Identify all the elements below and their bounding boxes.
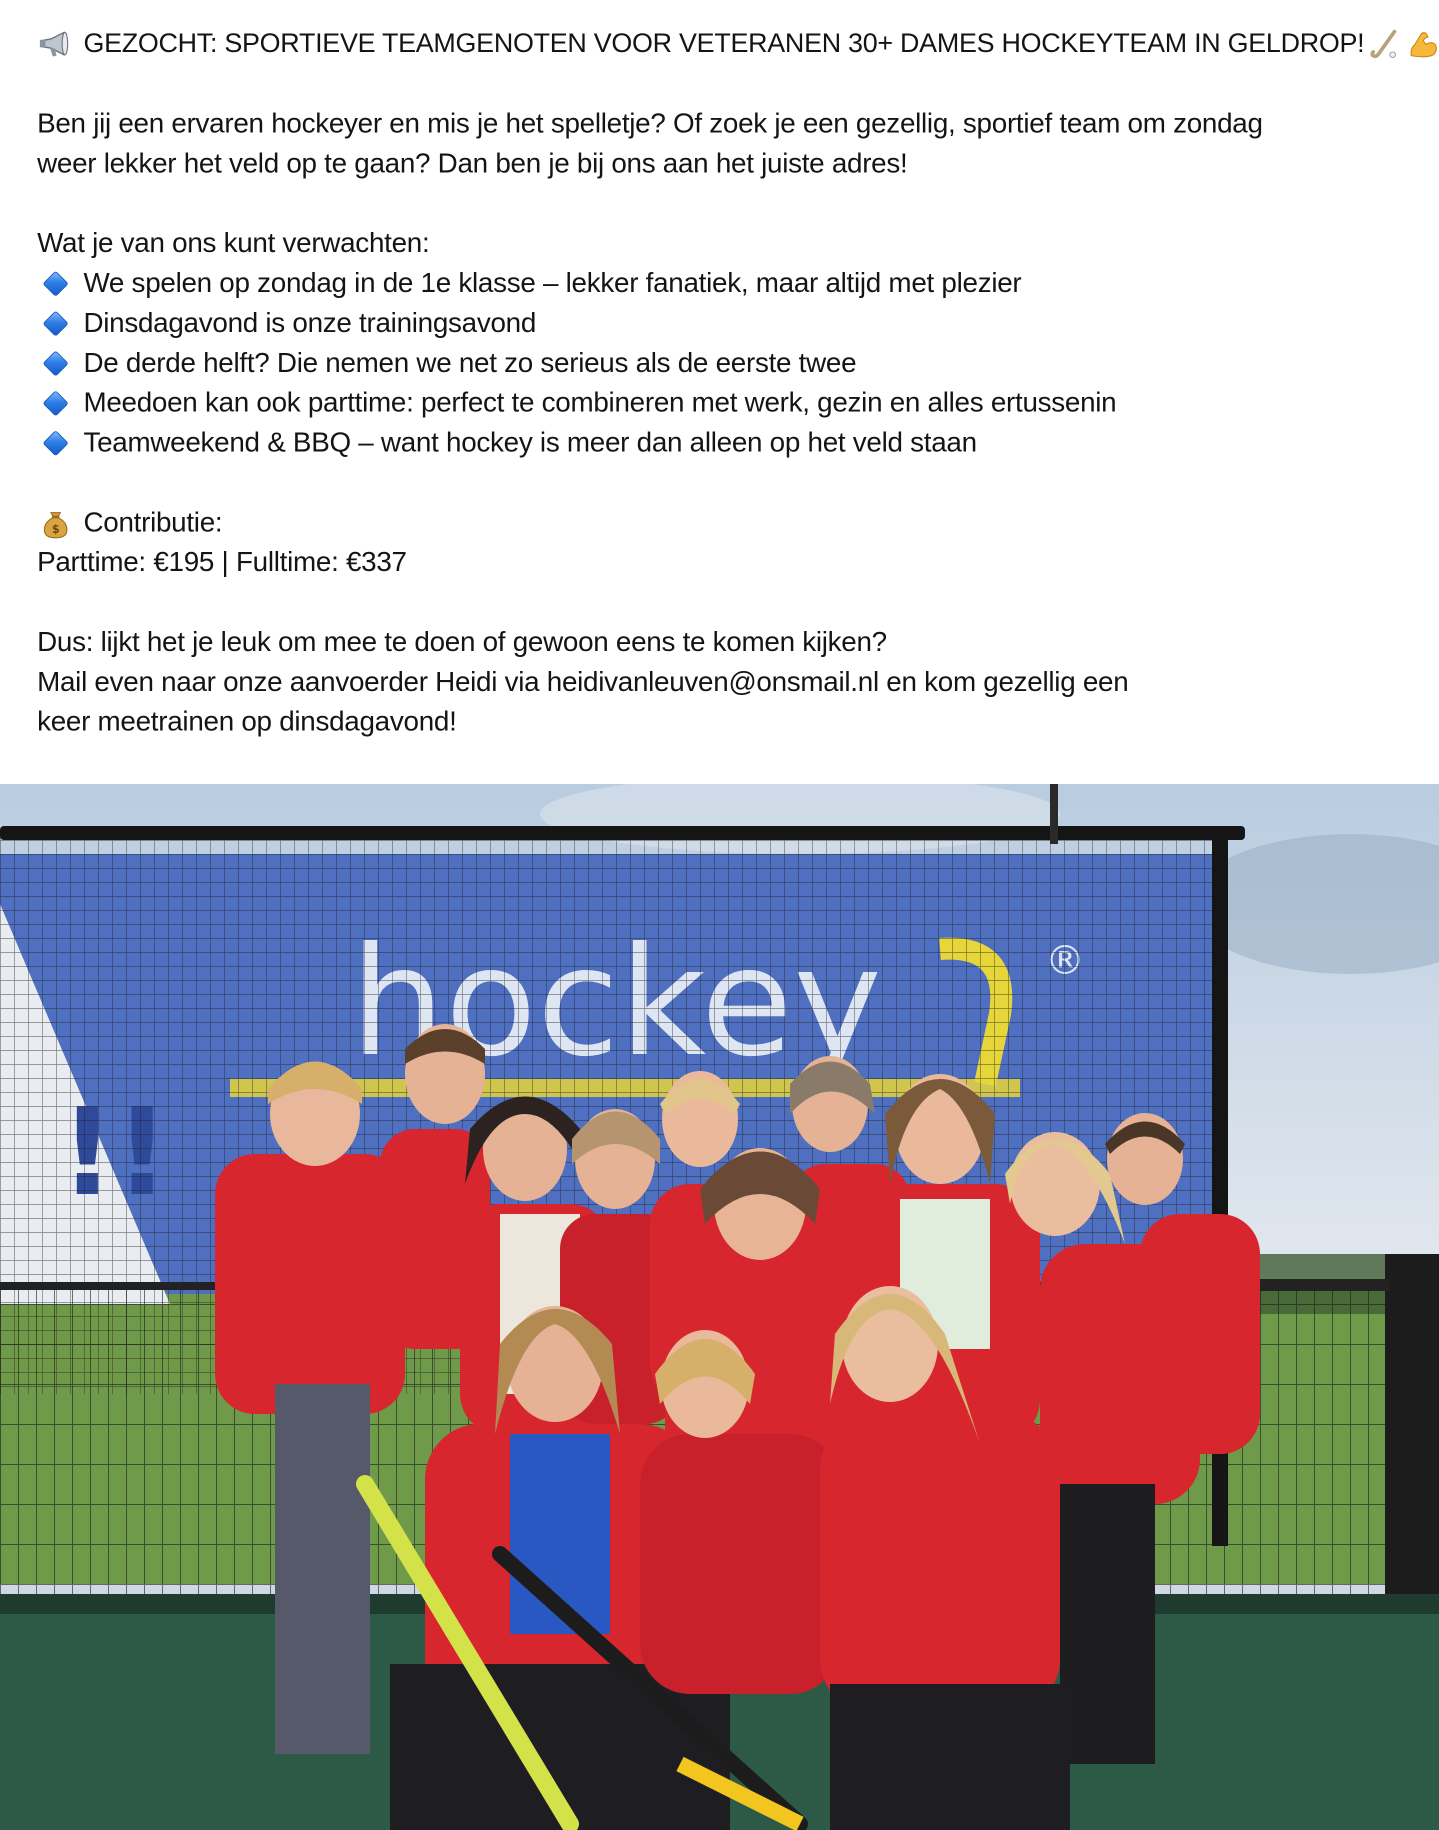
blue-diamond-icon [37,387,74,419]
list-item-text: De derde helft? Die nemen we net zo serieus als de eerste twee [83,347,857,379]
fee-text: Parttime: €195 | Fulltime: €337 [37,547,407,578]
blue-diamond-icon [37,347,74,379]
list-item-text: Meedoen kan ook parttime: perfect te combineren met werk, gezin en alles ertussenin [83,387,1117,419]
fee-heading: Contributie: [83,507,223,538]
megaphone-icon [37,28,74,60]
list-item [37,263,1297,303]
intro-paragraph: Ben jij een ervaren hockeyer en mis je het spelletje? Of zoek je een gezellig, sportief team om zondag weer lekker het veld op te gaan? Dan ben je bij ons aan het juiste adres! [37,108,1263,179]
hockey-stick-icon [1368,28,1400,60]
list-item-text: Teamweekend & BBQ – want hockey is meer dan alleen op het veld staan [83,427,977,459]
blue-diamond-icon [37,307,74,339]
closing-line-2: Mail even naar onze aanvoerder Heidi via heidivanleuven@onsmail.nl en kom gezellig een keer meetrainen op dinsdagavond! [37,666,1129,738]
svg-text:$: $ [51,522,60,536]
blue-diamond-icon [37,267,74,299]
list-item [37,383,1297,423]
team-photo [0,784,1439,1830]
headline-text: GEZOCHT: SPORTIEVE TEAMGENOTEN VOOR VETERANEN 30+ DAMES HOCKEYTEAM IN GELDROP! [83,28,1365,59]
list-item-text: Dinsdagavond is onze trainingsavond [83,307,537,339]
list-item [37,343,1297,383]
expect-heading: Wat je van ons kunt verwachten: [37,228,430,259]
post-text [0,0,1365,738]
flexed-biceps-icon [1407,28,1439,60]
headline-line [37,24,1365,64]
closing-line-1: Dus: lijkt het je leuk om mee te doen of gewoon eens te komen kijken? [37,626,887,658]
list-item-text: We spelen op zondag in de 1e klasse – lekker fanatiek, maar altijd met plezier [83,267,1022,299]
list-item [37,303,1297,343]
money-bag-icon [37,507,74,539]
list-item [37,423,1297,463]
blue-diamond-icon [37,427,74,459]
fee-heading-line [37,503,1297,543]
